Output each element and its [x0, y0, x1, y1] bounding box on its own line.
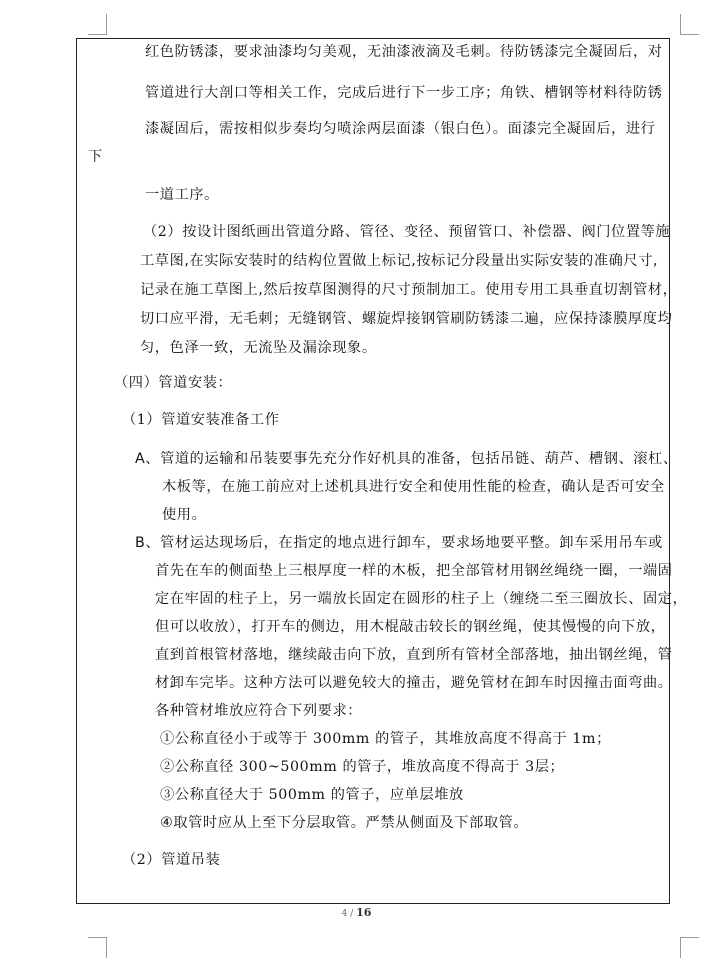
text-line: A、管道的运输和吊装要事先充分作好机具的准备，包括吊链、葫芦、槽钢、滚杠、 [135, 451, 678, 467]
current-page-number: 4 [341, 909, 348, 919]
text-line: 木板等，在施工前应对上述机具进行安全和使用性能的检查，确认是否可安全 [162, 479, 665, 495]
crop-mark-bottom-right [680, 937, 699, 958]
text-line: 切口应平滑，无毛刺；无缝钢管、螺旋焊接钢管刷防锈漆二遍，应保持漆膜厚度均 [140, 311, 673, 327]
text-line: 下 [88, 149, 103, 165]
text-line: B、管材运达现场后，在指定的地点进行卸车，要求场地要平整。卸车采用吊车或 [135, 535, 663, 551]
section-heading: （四）管道安装： [114, 375, 233, 391]
text-line: 匀，色泽一致，无流坠及漏涂现象。 [140, 340, 377, 356]
text-line: 但可以收放），打开车的侧边，用木棍敲击较长的钢丝绳，使其慢慢的向下放， [155, 619, 666, 635]
text-line: 使用。 [162, 507, 207, 523]
text-line: 材卸车完毕。这种方法可以避免较大的撞击，避免管材在卸车时因撞击面弯曲。 [155, 675, 673, 691]
text-line: 定在牢固的柱子上，另一端放长固定在圆形的柱子上（缠绕二至三圈放长、固定， [155, 591, 688, 607]
subsection-heading: （1）管道安装准备工作 [122, 412, 280, 428]
total-pages-number: 16 [356, 906, 372, 919]
text-line: （2）按设计图纸画出管道分路、管径、变径、预留管口、补偿器、阀门位置等施 [143, 224, 671, 240]
text-line: 漆凝固后，需按相似步奏均匀喷涂两层面漆（银白色）。面漆完全凝固后，进行 [145, 121, 656, 137]
text-line: 各种管材堆放应符合下列要求： [155, 703, 363, 719]
text-line: 一道工序。 [145, 187, 219, 203]
page-separator: / [350, 909, 354, 919]
crop-mark-top-left [88, 14, 107, 35]
list-item: ④取管时应从上至下分层取管。严禁从侧面及下部取管。 [160, 815, 529, 831]
list-item: ①公称直径小于或等于 300mm 的管子，其堆放高度不得高于 1m； [160, 731, 611, 747]
list-item: ③公称直径大于 500mm 的管子，应单层堆放 [160, 787, 464, 803]
text-line: 首先在车的侧面垫上三根厚度一样的木板，把全部管材用钢丝绳绕一圈，一端固 [155, 563, 673, 579]
text-line: 工草图,在实际安装时的结构位置做上标记,按标记分段量出实际安装的准确尺寸, [140, 253, 659, 269]
text-line: 管道进行大剖口等相关工作，完成后进行下一步工序；角铁、槽钢等材料待防锈 [145, 85, 663, 101]
page-number-footer [0, 906, 713, 919]
list-item: ②公称直径 300~500mm 的管子，堆放高度不得高于 3层； [160, 759, 565, 775]
subsection-heading: （2）管道吊装 [122, 852, 221, 868]
crop-mark-top-right [680, 14, 699, 35]
text-line: 红色防锈漆，要求油漆均匀美观，无油漆液滴及毛刺。待防锈漆完全凝固后，对 [145, 44, 663, 60]
crop-mark-bottom-left [88, 937, 107, 958]
text-line: 记录在施工草图上,然后按草图测得的尺寸预制加工。使用专用工具垂直切割管材， [140, 282, 678, 298]
text-line: 直到首根管材落地，继续敲击向下放，直到所有管材全部落地，抽出钢丝绳，管 [155, 647, 673, 663]
